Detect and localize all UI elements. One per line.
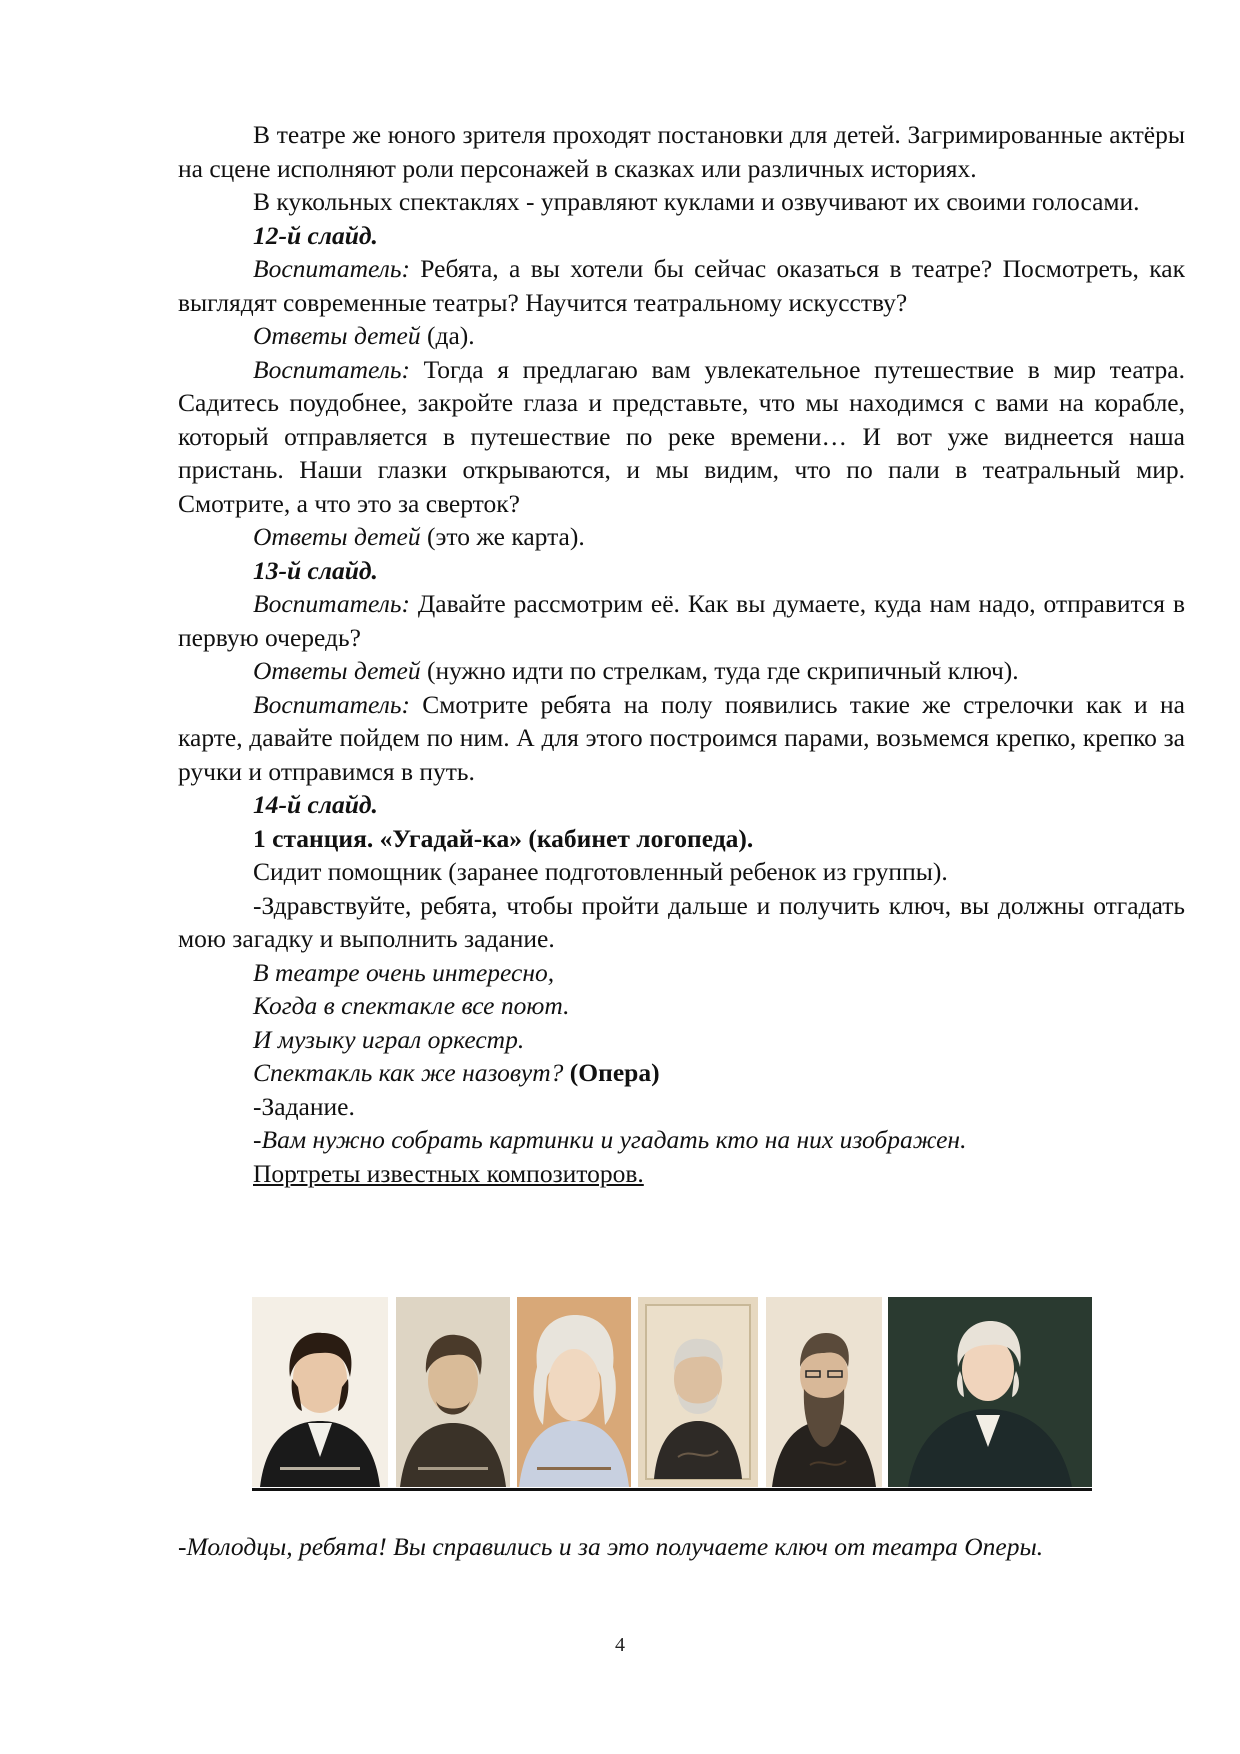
composer-portraits: [252, 1297, 1092, 1487]
slide-heading: 12-й слайд.: [253, 220, 378, 250]
station-heading: 1 станция. «Угадай-ка» (кабинет логопеда).: [253, 823, 754, 853]
paragraph: В театре же юного зрителя проходят постановки для детей. Загримированные актёры на сцене исполняют роли персонажей в сказках или различных историях.: [178, 120, 1185, 183]
speech-text: (да).: [420, 321, 475, 350]
portrait-2: [396, 1297, 510, 1487]
body-text: [178, 118, 1185, 1190]
task-text: -Вам нужно собрать картинки и угадать кто на них изображен.: [253, 1125, 967, 1154]
portrait-3: [517, 1297, 631, 1487]
page-number: 4: [615, 1634, 625, 1656]
poem-line: В театре очень интересно,: [253, 957, 555, 987]
speaker-label: Ответы детей: [253, 656, 421, 685]
portraits-caption: Портреты известных композиторов.: [253, 1158, 644, 1188]
portrait-1: [252, 1297, 388, 1487]
paragraph: [178, 252, 1185, 319]
poem-line: Когда в спектакле все поют.: [253, 991, 570, 1020]
speech-text: (нужно идти по стрелкам, туда где скрипичный ключ).: [420, 656, 1019, 685]
poem-question: Спектакль как же назовут?: [253, 1058, 564, 1087]
closing-text: -Молодцы, ребята! Вы справились и за это получаете ключ от театра Оперы.: [178, 1532, 1044, 1561]
paragraph: [178, 520, 1185, 554]
speech-text: Давайте рассмотрим её. Как вы думаете, куда нам надо, отправится в первую очередь?: [178, 589, 1185, 652]
paragraph: [178, 587, 1185, 654]
task-label: -Задание.: [253, 1091, 355, 1121]
speech-text: Тогда я предлагаю вам увлекательное путешествие в мир театра. Садитесь поудобнее, закройте глаза и представьте, что мы находимся с вами на корабле, который отправляется в путешествие по реке времени… И вот уже виднеется наша пристань. Наши глазки открываются, и мы видим, что по пали в театральный мир. Смотрите, а что это за сверток?: [178, 354, 1185, 518]
portraits-underline: [252, 1488, 1092, 1491]
speech-text: Смотрите ребята на полу появились такие же стрелочки как и на карте, давайте пойдем по ним. А для этого построимся парами, возьмемся крепко, крепко за ручки и отправимся в путь.: [178, 689, 1185, 786]
speaker-label: Ответы детей: [253, 522, 421, 551]
speaker-label: Воспитатель:: [253, 589, 410, 618]
speech-text: Ребята, а вы хотели бы сейчас оказаться в театре? Посмотреть, как выглядят современные театры? Научится театральному искусству?: [178, 254, 1185, 317]
slide-heading: 13-й слайд.: [253, 555, 378, 585]
paragraph: [178, 353, 1185, 521]
slide-heading: 14-й слайд.: [253, 790, 378, 819]
portrait-6: [888, 1297, 1092, 1487]
speech-text: (это же карта).: [420, 522, 585, 551]
paragraph: В кукольных спектаклях - управляют куклами и озвучивают их своими голосами.: [253, 187, 1140, 216]
speaker-label: Воспитатель:: [253, 689, 410, 719]
paragraph: -Здравствуйте, ребята, чтобы пройти дальше и получить ключ, вы должны отгадать мою загадку и выполнить задание.: [178, 890, 1185, 953]
riddle-answer: (Опера): [563, 1058, 660, 1087]
poem-line: [178, 1056, 1185, 1090]
speaker-label: Ответы детей: [253, 321, 421, 350]
portrait-5: [766, 1297, 882, 1487]
paragraph: [178, 688, 1185, 789]
paragraph: [178, 654, 1185, 688]
speaker-label: Воспитатель:: [253, 354, 410, 384]
speaker-label: Воспитатель:: [253, 254, 410, 283]
paragraph: [178, 319, 1185, 353]
paragraph: Сидит помощник (заранее подготовленный ребенок из группы).: [253, 857, 948, 886]
portrait-4: [638, 1297, 758, 1487]
poem-line: И музыку играл оркестр.: [253, 1024, 525, 1054]
